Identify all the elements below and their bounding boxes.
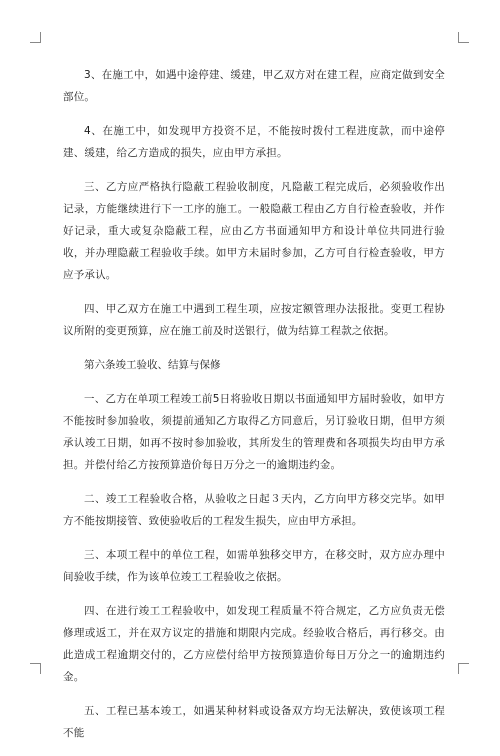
- paragraph: 四、在进行竣工工程验收中，如发现工程质量不符合规定，乙方应负责无偿修理或返工，并在双方议定的措施和期限内完成。经验收合格后，再行移交。由此造成工程逾期交付的，乙方应偿付给甲方按预算造价每日万分之一的逾期违约金。: [63, 605, 445, 683]
- document-body: [63, 64, 445, 756]
- paragraph: 三、本项工程中的单位工程，如需单独移交甲方，在移交时，双方应办理中间验收手续，作为该单位竣工工程验收之依据。: [63, 549, 445, 583]
- paragraph: 三、乙方应严格执行隐蔽工程验收制度，凡隐蔽工程完成后，必须验收作出记录，方能继续进行下一工序的施工。一般隐蔽工程由乙方自行检查验收，并作好记录，重大或复杂隐蔽工程，应由乙方书面通知甲方和设计单位共同进行验收，并办理隐蔽工程验收手续。如甲方未届时参加，乙方可自行检查验收，甲方应予承认。: [63, 181, 445, 281]
- crop-mark-top-right: [458, 32, 469, 43]
- paragraph: 四、甲乙双方在施工中遇到工程生项，应按定额管理办法报批。变更工程协议所附的变更预算，应在施工前及时送银行，做为结算工程款之依据。: [63, 303, 445, 337]
- paragraph: 一、乙方在单项工程竣工前5日将验收日期以书面通知甲方届时验收，如甲方不能按时参加验收，须提前通知乙方取得乙方同意后，另订验收日期，但甲方须承认竣工日期，如再不按时参加验收，其所发生的管理费和各项损失均由甲方承担。并偿付给乙方按预算造价每日万分之一的逾期违约金。: [63, 393, 445, 471]
- crop-mark-top-left: [30, 32, 41, 43]
- section-heading: 第六条竣工验收、结算与保修: [84, 359, 221, 371]
- paragraph: 二、竣工工程验收合格，从验收之日起３天内，乙方向甲方移交完毕。如甲方不能按期接管、致使验收后的工程发生损失，应由甲方承担。: [63, 493, 445, 527]
- crop-mark-bottom-left: [30, 663, 41, 674]
- paragraph: 五、工程已基本竣工，如遇某种材料或设备双方均无法解决，致使该项工程不能: [63, 705, 445, 739]
- paragraph: 3、在施工中，如遇中途停建、缓建，甲乙双方对在建工程，应商定做到安全部位。: [63, 69, 445, 103]
- paragraph: 4、在施工中，如发现甲方投资不足，不能按时拨付工程进度款，而中途停建、缓建，给乙方造成的损失，应由甲方承担。: [63, 125, 445, 159]
- crop-mark-bottom-right: [458, 663, 469, 674]
